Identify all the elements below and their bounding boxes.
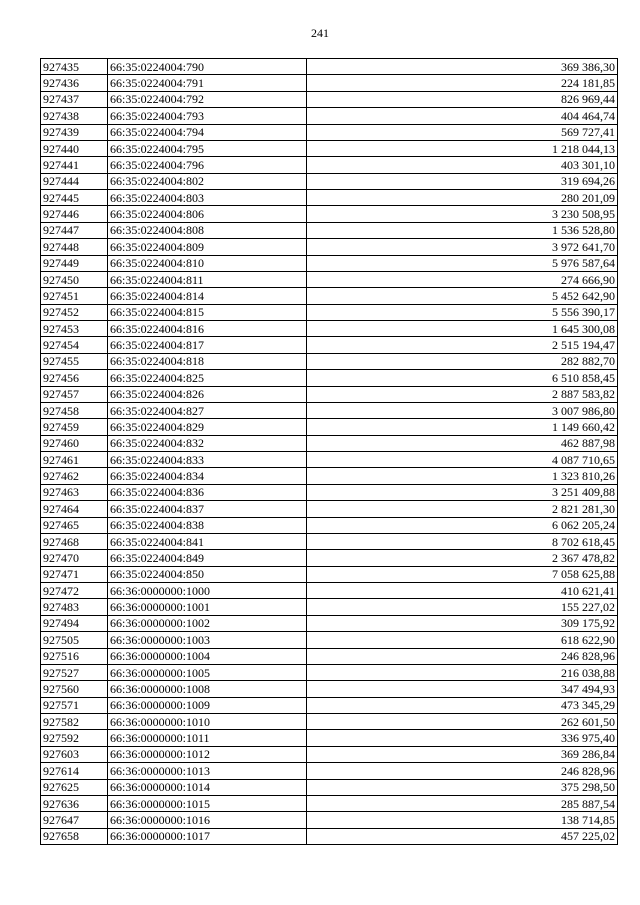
table-row [41,599,618,615]
row-number-cell: 927445 [41,190,108,206]
value-cell: 347 494,93 [307,681,618,697]
cadastral-number-cell: 66:35:0224004:836 [108,484,307,500]
table-row [41,206,618,222]
row-number-cell: 927444 [41,173,108,189]
value-cell: 5 556 390,17 [307,304,618,320]
table-body [41,59,618,845]
value-cell: 2 821 281,30 [307,501,618,517]
table-row [41,583,618,599]
row-number-cell: 927472 [41,583,108,599]
table-row [41,140,618,156]
row-number-cell: 927463 [41,484,108,500]
value-cell: 8 702 618,45 [307,533,618,549]
cadastral-number-cell: 66:35:0224004:814 [108,288,307,304]
cadastral-number-cell: 66:35:0224004:850 [108,566,307,582]
table-row [41,59,618,75]
row-number-cell: 927460 [41,435,108,451]
cadastral-number-cell: 66:35:0224004:818 [108,353,307,369]
cadastral-number-cell: 66:36:0000000:1015 [108,795,307,811]
value-cell: 369 286,84 [307,746,618,762]
value-cell: 462 887,98 [307,435,618,451]
value-cell: 224 181,85 [307,75,618,91]
value-cell: 1 323 810,26 [307,468,618,484]
cadastral-number-cell: 66:36:0000000:1004 [108,648,307,664]
row-number-cell: 927455 [41,353,108,369]
table-row [41,566,618,582]
table-row [41,615,618,631]
value-cell: 2 887 583,82 [307,386,618,402]
value-cell: 2 515 194,47 [307,337,618,353]
cadastral-value-table [40,58,618,845]
table-row [41,452,618,468]
value-cell: 3 251 409,88 [307,484,618,500]
cadastral-number-cell: 66:35:0224004:795 [108,140,307,156]
cadastral-number-cell: 66:35:0224004:806 [108,206,307,222]
value-cell: 7 058 625,88 [307,566,618,582]
row-number-cell: 927636 [41,795,108,811]
row-number-cell: 927451 [41,288,108,304]
value-cell: 5 976 587,64 [307,255,618,271]
row-number-cell: 927483 [41,599,108,615]
table-row [41,108,618,124]
cadastral-number-cell: 66:35:0224004:796 [108,157,307,173]
row-number-cell: 927437 [41,91,108,107]
value-cell: 1 536 528,80 [307,222,618,238]
value-cell: 216 038,88 [307,664,618,680]
table-row [41,533,618,549]
cadastral-number-cell: 66:36:0000000:1012 [108,746,307,762]
cadastral-number-cell: 66:36:0000000:1011 [108,730,307,746]
row-number-cell: 927459 [41,419,108,435]
cadastral-number-cell: 66:35:0224004:825 [108,370,307,386]
table-row [41,337,618,353]
value-cell: 319 694,26 [307,173,618,189]
row-number-cell: 927470 [41,550,108,566]
value-cell: 6 062 205,24 [307,517,618,533]
table-row [41,746,618,762]
table-row [41,239,618,255]
table-row [41,517,618,533]
table-row [41,501,618,517]
table-row [41,484,618,500]
cadastral-number-cell: 66:35:0224004:811 [108,271,307,287]
cadastral-number-cell: 66:35:0224004:849 [108,550,307,566]
cadastral-number-cell: 66:36:0000000:1009 [108,697,307,713]
row-number-cell: 927560 [41,681,108,697]
table-row [41,648,618,664]
table-row [41,664,618,680]
page-number: 241 [311,26,329,40]
cadastral-number-cell: 66:35:0224004:808 [108,222,307,238]
row-number-cell: 927505 [41,632,108,648]
value-cell: 246 828,96 [307,763,618,779]
value-cell: 274 666,90 [307,271,618,287]
table-row [41,386,618,402]
table-row [41,795,618,811]
value-cell: 138 714,85 [307,812,618,828]
cadastral-number-cell: 66:36:0000000:1003 [108,632,307,648]
value-cell: 375 298,50 [307,779,618,795]
table-row [41,271,618,287]
value-cell: 618 622,90 [307,632,618,648]
value-cell: 5 452 642,90 [307,288,618,304]
value-cell: 246 828,96 [307,648,618,664]
value-cell: 369 386,30 [307,59,618,75]
row-number-cell: 927527 [41,664,108,680]
cadastral-number-cell: 66:35:0224004:815 [108,304,307,320]
value-cell: 3 007 986,80 [307,402,618,418]
row-number-cell: 927516 [41,648,108,664]
cadastral-number-cell: 66:36:0000000:1001 [108,599,307,615]
cadastral-number-cell: 66:35:0224004:790 [108,59,307,75]
cadastral-number-cell: 66:35:0224004:802 [108,173,307,189]
row-number-cell: 927647 [41,812,108,828]
cadastral-number-cell: 66:36:0000000:1013 [108,763,307,779]
row-number-cell: 927625 [41,779,108,795]
cadastral-number-cell: 66:35:0224004:803 [108,190,307,206]
value-cell: 569 727,41 [307,124,618,140]
table-row [41,353,618,369]
row-number-cell: 927436 [41,75,108,91]
row-number-cell: 927571 [41,697,108,713]
row-number-cell: 927441 [41,157,108,173]
table-row [41,321,618,337]
table-row [41,173,618,189]
row-number-cell: 927440 [41,140,108,156]
cadastral-number-cell: 66:36:0000000:1010 [108,714,307,730]
table-row [41,304,618,320]
row-number-cell: 927494 [41,615,108,631]
table-row [41,75,618,91]
cadastral-number-cell: 66:35:0224004:817 [108,337,307,353]
value-cell: 285 887,54 [307,795,618,811]
row-number-cell: 927435 [41,59,108,75]
cadastral-number-cell: 66:35:0224004:827 [108,402,307,418]
row-number-cell: 927582 [41,714,108,730]
row-number-cell: 927456 [41,370,108,386]
cadastral-number-cell: 66:35:0224004:829 [108,419,307,435]
value-cell: 262 601,50 [307,714,618,730]
table-row [41,435,618,451]
row-number-cell: 927457 [41,386,108,402]
cadastral-number-cell: 66:35:0224004:837 [108,501,307,517]
value-cell: 1 218 044,13 [307,140,618,156]
table-row [41,288,618,304]
table-row [41,190,618,206]
cadastral-number-cell: 66:36:0000000:1005 [108,664,307,680]
row-number-cell: 927468 [41,533,108,549]
cadastral-number-cell: 66:35:0224004:791 [108,75,307,91]
cadastral-number-cell: 66:36:0000000:1000 [108,583,307,599]
row-number-cell: 927446 [41,206,108,222]
table-row [41,632,618,648]
value-cell: 3 230 508,95 [307,206,618,222]
row-number-cell: 927449 [41,255,108,271]
row-number-cell: 927658 [41,828,108,844]
table-row [41,730,618,746]
row-number-cell: 927439 [41,124,108,140]
table-row [41,370,618,386]
table-row [41,828,618,844]
row-number-cell: 927592 [41,730,108,746]
table-row [41,124,618,140]
row-number-cell: 927453 [41,321,108,337]
value-cell: 280 201,09 [307,190,618,206]
table-row [41,550,618,566]
row-number-cell: 927603 [41,746,108,762]
cadastral-number-cell: 66:35:0224004:838 [108,517,307,533]
row-number-cell: 927438 [41,108,108,124]
table-row [41,681,618,697]
cadastral-number-cell: 66:36:0000000:1008 [108,681,307,697]
table-row [41,222,618,238]
table-row [41,763,618,779]
value-cell: 403 301,10 [307,157,618,173]
row-number-cell: 927471 [41,566,108,582]
table-row [41,697,618,713]
cadastral-number-cell: 66:35:0224004:793 [108,108,307,124]
cadastral-number-cell: 66:35:0224004:833 [108,452,307,468]
cadastral-number-cell: 66:35:0224004:841 [108,533,307,549]
value-cell: 473 345,29 [307,697,618,713]
value-cell: 4 087 710,65 [307,452,618,468]
table-row [41,402,618,418]
table-row [41,714,618,730]
cadastral-number-cell: 66:35:0224004:794 [108,124,307,140]
cadastral-number-cell: 66:35:0224004:792 [108,91,307,107]
cadastral-number-cell: 66:36:0000000:1014 [108,779,307,795]
table-row [41,779,618,795]
cadastral-number-cell: 66:36:0000000:1016 [108,812,307,828]
row-number-cell: 927450 [41,271,108,287]
row-number-cell: 927464 [41,501,108,517]
row-number-cell: 927465 [41,517,108,533]
value-cell: 457 225,02 [307,828,618,844]
cadastral-number-cell: 66:35:0224004:834 [108,468,307,484]
row-number-cell: 927447 [41,222,108,238]
value-cell: 410 621,41 [307,583,618,599]
value-cell: 1 149 660,42 [307,419,618,435]
table-row [41,812,618,828]
cadastral-number-cell: 66:35:0224004:826 [108,386,307,402]
value-cell: 309 175,92 [307,615,618,631]
table-row [41,255,618,271]
value-cell: 282 882,70 [307,353,618,369]
row-number-cell: 927458 [41,402,108,418]
value-cell: 2 367 478,82 [307,550,618,566]
value-cell: 155 227,02 [307,599,618,615]
row-number-cell: 927454 [41,337,108,353]
cadastral-number-cell: 66:36:0000000:1002 [108,615,307,631]
value-cell: 6 510 858,45 [307,370,618,386]
cadastral-number-cell: 66:35:0224004:816 [108,321,307,337]
cadastral-number-cell: 66:35:0224004:832 [108,435,307,451]
value-cell: 336 975,40 [307,730,618,746]
row-number-cell: 927462 [41,468,108,484]
row-number-cell: 927461 [41,452,108,468]
row-number-cell: 927614 [41,763,108,779]
value-cell: 826 969,44 [307,91,618,107]
cadastral-number-cell: 66:35:0224004:810 [108,255,307,271]
row-number-cell: 927448 [41,239,108,255]
table-row [41,157,618,173]
value-cell: 3 972 641,70 [307,239,618,255]
row-number-cell: 927452 [41,304,108,320]
cadastral-number-cell: 66:35:0224004:809 [108,239,307,255]
value-cell: 404 464,74 [307,108,618,124]
table-row [41,91,618,107]
cadastral-number-cell: 66:36:0000000:1017 [108,828,307,844]
table-row [41,468,618,484]
table-row [41,419,618,435]
value-cell: 1 645 300,08 [307,321,618,337]
